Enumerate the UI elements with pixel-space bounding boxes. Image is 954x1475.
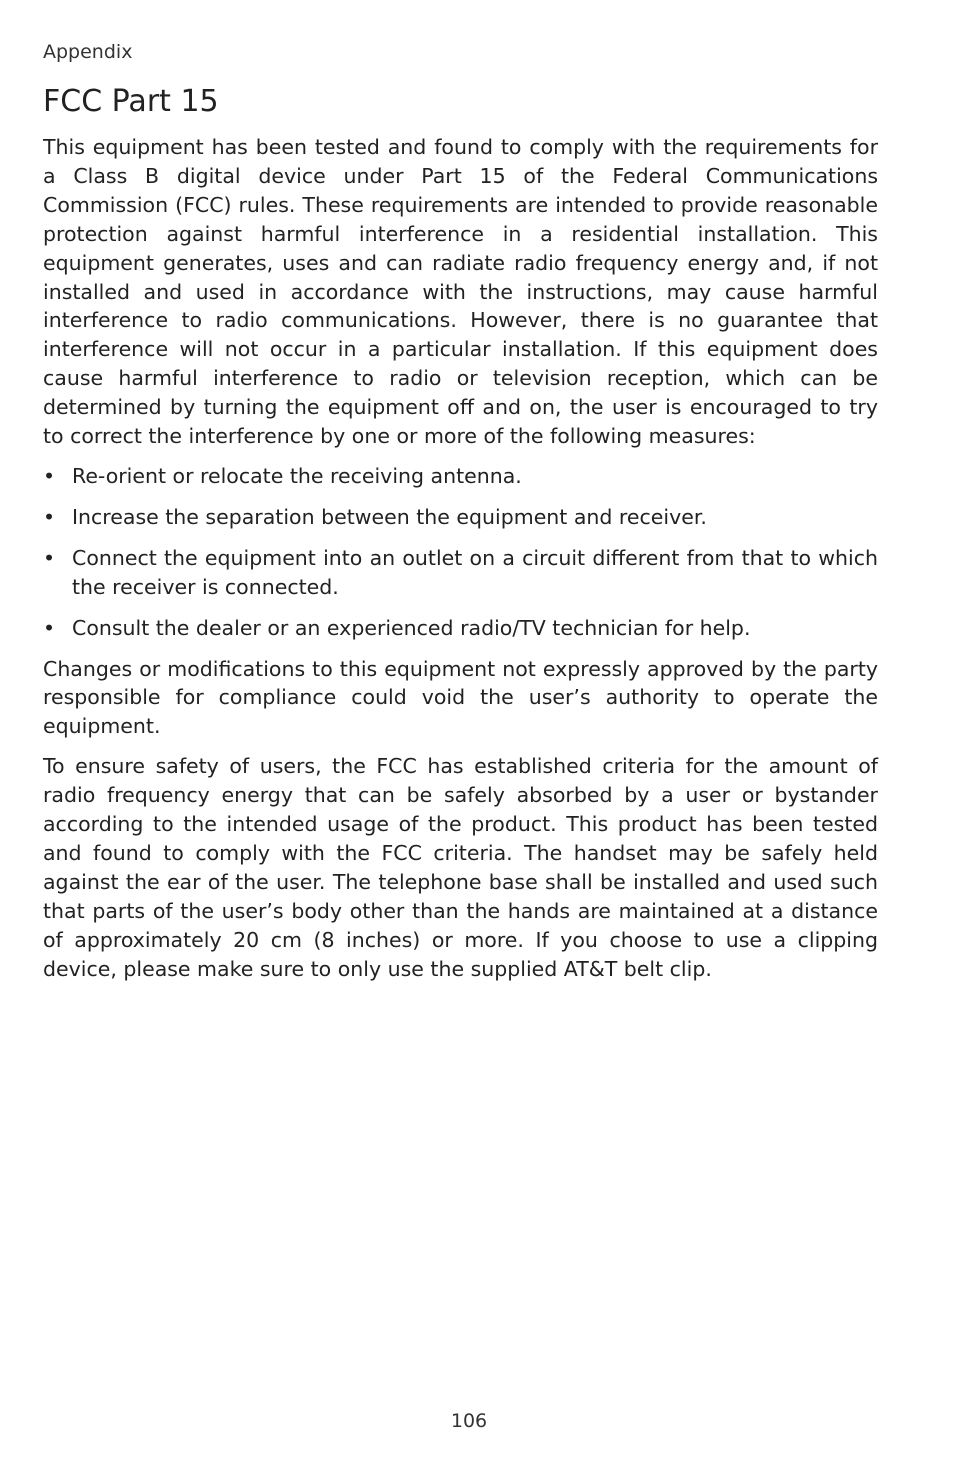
bullet-icon: • (43, 545, 56, 570)
modifications-paragraph: Changes or modifications to this equipment not expressly approved by the party responsible for compliance could void the user’s authority to operate the equipment. (43, 656, 878, 739)
list-item-text: Consult the dealer or an experienced radio/TV technician for help. (72, 615, 751, 640)
list-item (43, 462, 878, 491)
bullet-icon: • (43, 504, 56, 529)
measures-list (43, 462, 878, 643)
safety-paragraph: To ensure safety of users, the FCC has established criteria for the amount of radio frequency energy that can be safely absorbed by a user or bystander according to the intended usage of the product. This product has been tested and found to comply with the FCC criteria. The handset may be safely held against the ear of the user. The telephone base shall be installed and used such that parts of the user’s body other than the hands are maintained at a distance of approximately 20 cm (8 inches) or more. If you choose to use a clipping device, please make sure to only use the supplied AT&T belt clip. (43, 754, 878, 981)
bullet-icon: • (43, 615, 56, 640)
list-item (43, 503, 878, 532)
list-item-text: Increase the separation between the equipment and receiver. (72, 504, 707, 529)
list-item (43, 614, 878, 643)
list-item (43, 544, 878, 602)
main-content (43, 133, 878, 994)
bullet-icon: • (43, 463, 56, 488)
intro-paragraph: This equipment has been tested and found to comply with the requirements for a Class B digital device under Part 15 of the Federal Communications Commission (FCC) rules. These requirements are intended to provide reasonable protection against harmful interference in a residential installation. This equipment generates, uses and can radiate radio frequency energy and, if not installed and used in accordance with the instructions, may cause harmful interference to radio communications. However, there is no guarantee that interference will not occur in a particular installation. If this equipment does cause harmful interference to radio or television reception, which can be determined by turning the equipment off and on, the user is encouraged to try to correct the interference by one or more of the following measures: (43, 135, 878, 449)
list-item-text: Connect the equipment into an outlet on a circuit different from that to which the receiver is connected. (72, 545, 878, 599)
section-label: Appendix (43, 41, 133, 63)
list-item-text: Re-orient or relocate the receiving antenna. (72, 463, 522, 488)
page-title: FCC Part 15 (43, 84, 219, 119)
page-number: 106 (450, 1410, 488, 1432)
